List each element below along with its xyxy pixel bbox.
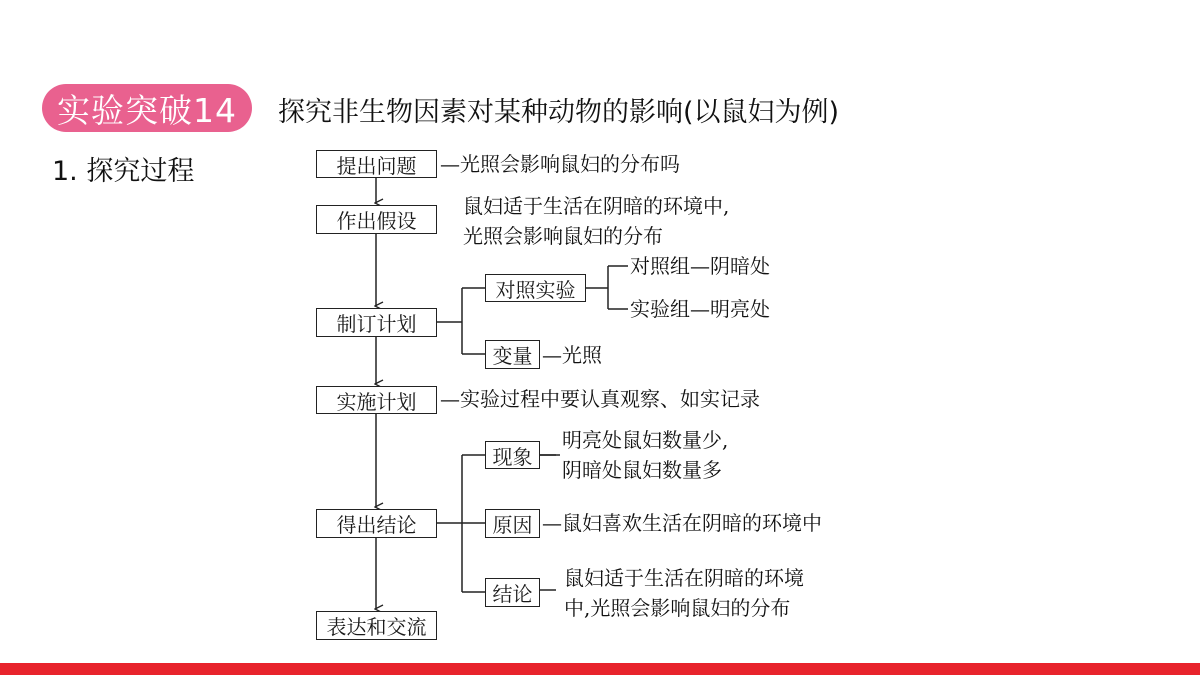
question-detail: —光照会影响鼠妇的分布吗: [440, 152, 680, 176]
section-heading: 1. 探究过程: [52, 156, 195, 187]
hypothesis-detail-line1: 鼠妇适于生活在阴暗的环境中,: [463, 194, 730, 218]
phenomenon-detail-line2: 阴暗处鼠妇数量多: [562, 458, 722, 482]
step-hypothesis: 作出假设: [316, 205, 437, 234]
variable-detail: —光照: [542, 343, 602, 367]
branch-phenomenon: 现象: [485, 441, 540, 469]
step-implement-plan: 实施计划: [316, 386, 437, 414]
bottom-accent-bar: [0, 663, 1200, 675]
step-ask-question: 提出问题: [316, 150, 437, 178]
step-draw-conclusion: 得出结论: [316, 509, 437, 538]
reason-detail: —鼠妇喜欢生活在阴暗的环境中: [542, 511, 822, 535]
branch-conclusion: 结论: [485, 578, 540, 607]
conclusion-detail-line1: 鼠妇适于生活在阴暗的环境: [564, 566, 804, 590]
page-title: 探究非生物因素对某种动物的影响(以鼠妇为例): [278, 97, 840, 128]
branch-control-experiment: 对照实验: [485, 274, 586, 302]
branch-reason: 原因: [485, 509, 540, 538]
hypothesis-detail-line2: 光照会影响鼠妇的分布: [463, 224, 663, 248]
step-communicate: 表达和交流: [316, 611, 437, 640]
implement-detail: —实验过程中要认真观察、如实记录: [440, 387, 760, 411]
experiment-badge-label: 实验突破14: [57, 90, 237, 130]
step-make-plan: 制订计划: [316, 308, 437, 337]
control-group: 对照组—阴暗处: [630, 254, 770, 278]
experimental-group: 实验组—明亮处: [630, 297, 770, 321]
phenomenon-detail-line1: 明亮处鼠妇数量少,: [562, 428, 729, 452]
branch-variable: 变量: [485, 340, 540, 369]
conclusion-detail-line2: 中,光照会影响鼠妇的分布: [564, 596, 791, 620]
